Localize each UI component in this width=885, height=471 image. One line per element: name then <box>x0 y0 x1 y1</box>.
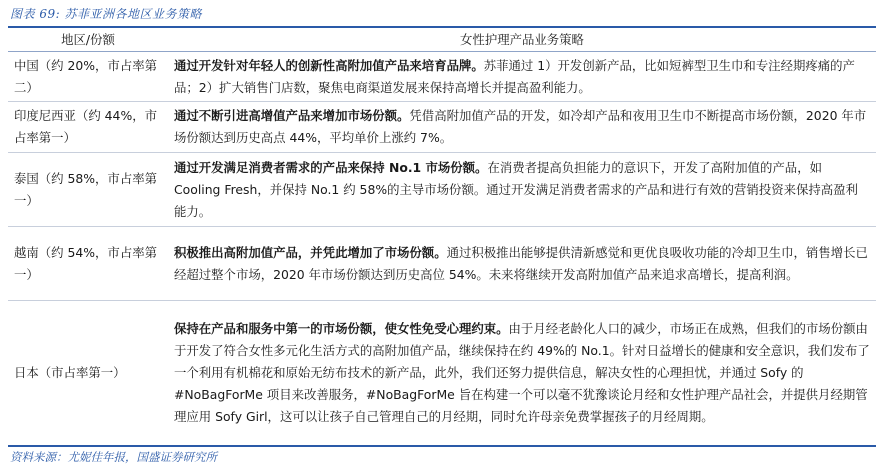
strategy-detail: 凭借高附加值产品的开发，如冷却产品和夜用卫生巾不断提高市场份额，2020 年市场份额达到历史高点 44%，平均单价上涨约 7%。 <box>174 108 867 145</box>
strategy-cell-thailand <box>168 153 876 227</box>
strategy-headline: 保持在产品和服务中第一的市场份额，使女性免受心理约束。 <box>174 320 509 336</box>
region-cell-thailand: 泰国（约 58%，市占率第一） <box>8 153 168 227</box>
region-cell-vietnam: 越南（约 54%，市占率第一） <box>8 227 168 301</box>
table-row <box>8 153 876 227</box>
strategy-headline: 通过不断引进高增值产品来增加市场份额。 <box>174 108 410 123</box>
header-region: 地区/份额 <box>8 28 168 52</box>
strategy-headline: 通过开发针对年轻人的创新性高附加值产品来培育品牌。 <box>174 57 484 73</box>
strategy-cell-indonesia <box>168 102 876 153</box>
strategy-cell-japan <box>168 301 876 446</box>
figure-title: 图表 69: 苏菲亚洲各地区业务策略 <box>10 7 202 21</box>
table-row <box>8 102 876 153</box>
strategy-detail: 由于月经老龄化人口的减少，市场正在成熟，但我们的市场份额由于开发了符合女性多元化生活方式的高附加值产品，继续保持在约 49%的 No.1。针对日益增长的健康和安全意识，我们发布了一个利用有机棉花和原始无纺布技术的新产品，此外，我们还努力提供信息，解决女性的心理担忧，并通过 Sofy 的#NoBagForMe 项目来改善服务，#NoBagForMe 旨在构建一个可以毫不犹豫谈论月经和女性护理产品社会，并提供月经期管理应用 Sofy Girl，这可以让孩子自己管理自己的月经期，同时允许母亲免费掌握孩子的月经周期。 <box>174 320 870 424</box>
table-row <box>8 301 876 446</box>
strategy-detail: 在消费者提高负担能力的意识下，开发了高附加值的产品，如 Cooling Fresh，并保持 No.1 约 58%的主导市场份额。通过开发满足消费者需求的产品和进行有效的营销投资来保持高盈利能力。 <box>174 159 858 219</box>
header-strategy: 女性护理产品业务策略 <box>168 28 876 52</box>
table-row <box>8 227 876 301</box>
strategy-table <box>8 28 876 447</box>
region-cell-japan: 日本（市占率第一） <box>8 301 168 446</box>
strategy-detail: 苏菲通过 1）开发创新产品，比如短裤型卫生巾和专注经期疼痛的产品；2）扩大销售门店数，聚焦电商渠道发展来保持高增长并提高盈利能力。 <box>174 57 855 95</box>
strategy-headline: 通过开发满足消费者需求的产品来保持 No.1 市场份额。 <box>174 159 488 175</box>
strategy-cell-china <box>168 52 876 102</box>
strategy-headline: 积极推出高附加值产品，并凭此增加了市场份额。 <box>174 244 447 260</box>
strategy-detail: 通过积极推出能够提供清新感觉和更优良吸收功能的冷却卫生巾，销售增长已经超过整个市场，2020 年市场份额达到历史高位 54%。未来将继续开发高附加值产品来追求高增长，提高利润。 <box>174 244 868 282</box>
source-note: 资料来源：尤妮佳年报，国盛证券研究所 <box>10 450 217 464</box>
region-cell-china: 中国（约 20%，市占率第二） <box>8 52 168 102</box>
strategy-cell-vietnam <box>168 227 876 301</box>
table-row <box>8 52 876 102</box>
region-cell-indonesia: 印度尼西亚（约 44%，市占率第一） <box>8 102 168 153</box>
table-header-row <box>8 28 876 52</box>
